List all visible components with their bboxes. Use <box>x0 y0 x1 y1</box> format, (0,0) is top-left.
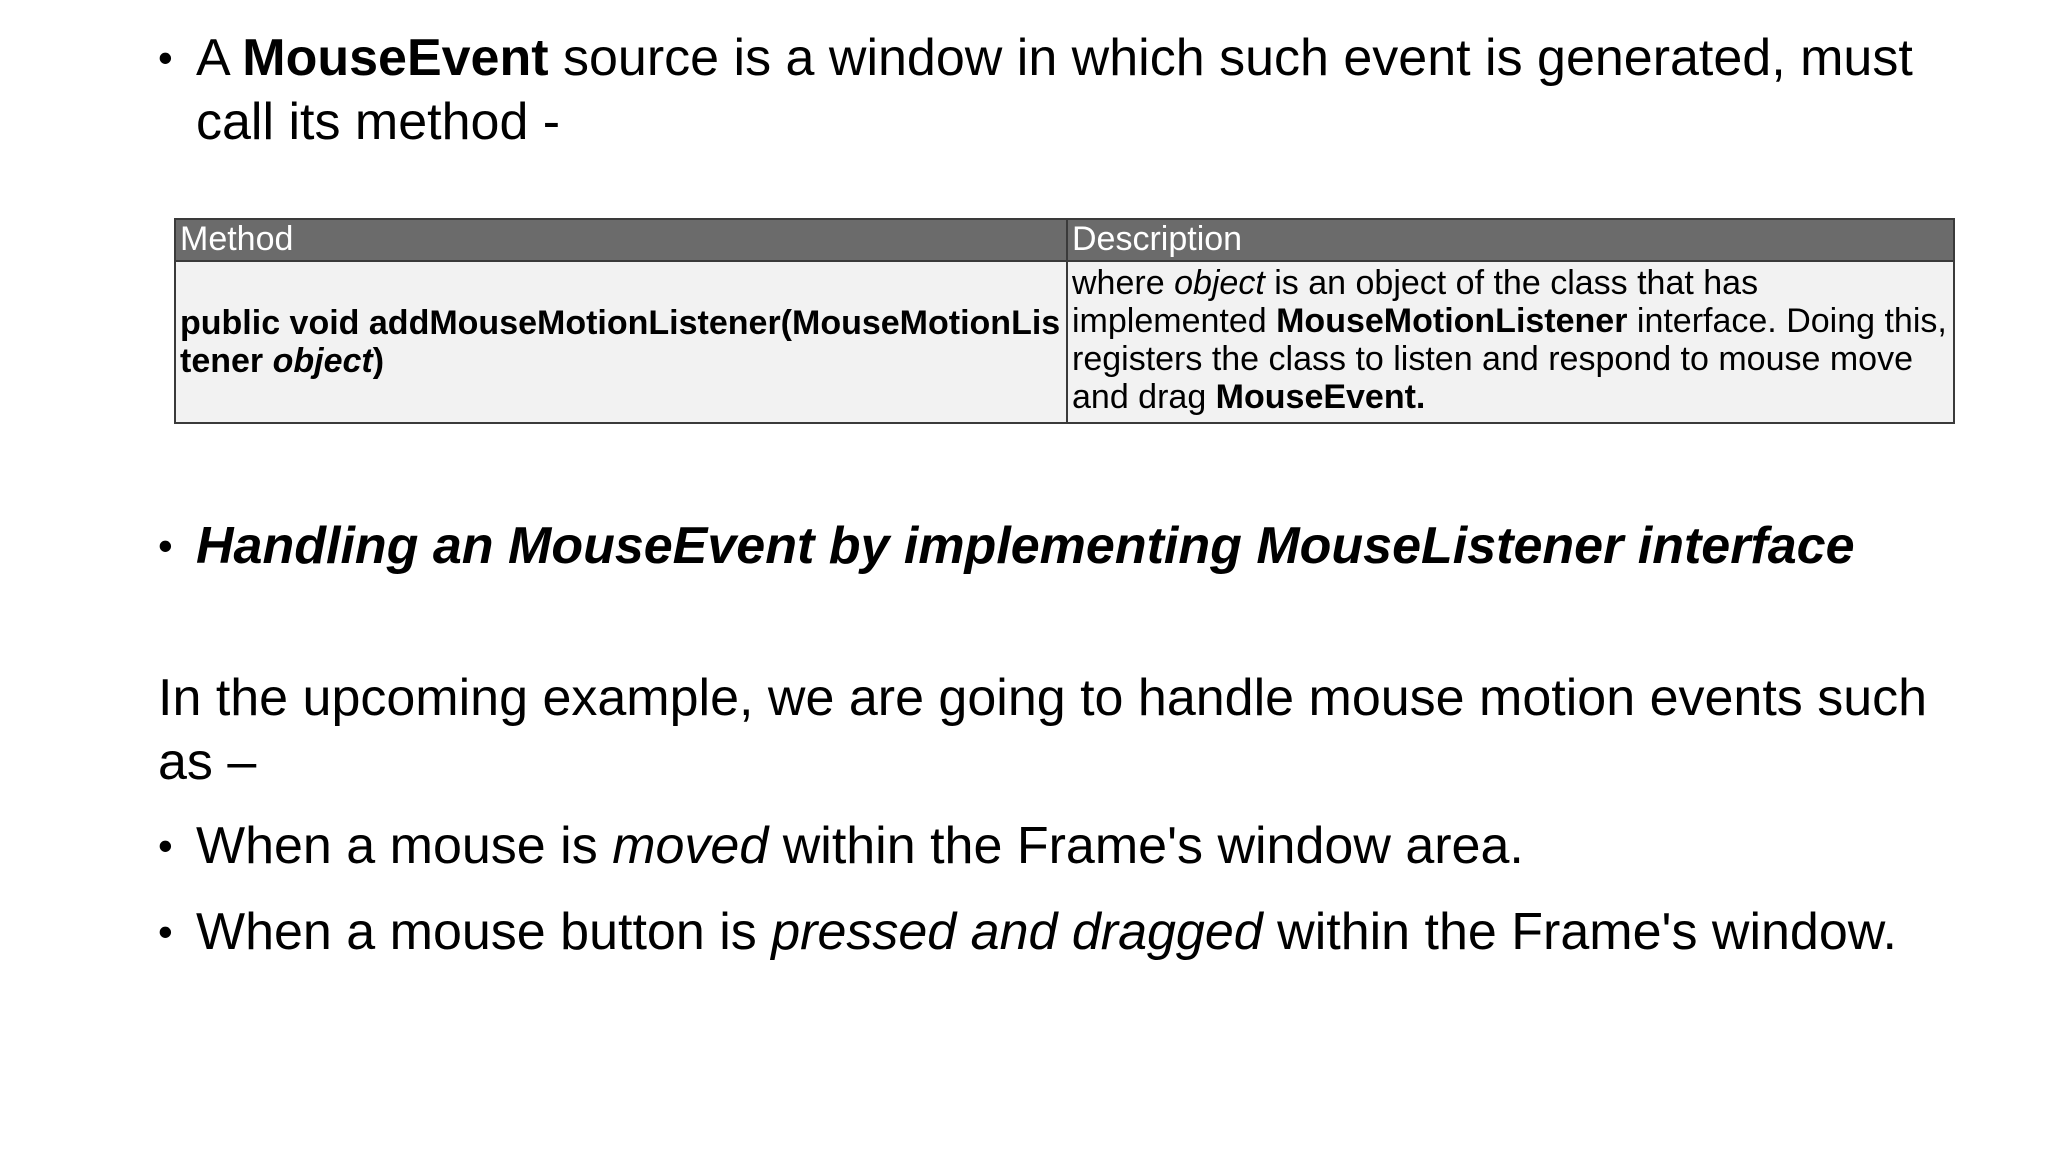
bullet-text <box>196 900 1996 964</box>
bullet4-italic: pressed and dragged <box>771 903 1263 961</box>
bullet-marker: • <box>158 34 173 81</box>
bullet4-post: within the Frame's window. <box>1262 903 1897 961</box>
description-cell <box>1067 261 1954 423</box>
method-table <box>174 218 1955 424</box>
bullet1-pre: A <box>196 29 243 87</box>
desc-p3: interface. Doing this, registers the class to listen and respond to mouse move and drag <box>1072 302 1947 416</box>
bullet3-pre: When a mouse is <box>196 817 613 875</box>
bullet-text <box>196 814 1996 878</box>
method-signature: public void addMouseMotionListener(MouseMotionListener <box>180 304 1061 380</box>
bullet3-italic: moved <box>612 817 769 875</box>
bullet3-post: within the Frame's window area. <box>768 817 1524 875</box>
bullet-text <box>196 26 1996 154</box>
desc-bold2: MouseEvent. <box>1215 378 1426 416</box>
header-method: Method <box>175 219 1067 261</box>
method-param: object <box>272 342 373 380</box>
table-header-row <box>175 219 1954 261</box>
bullet4-pre: When a mouse button is <box>196 903 772 961</box>
intro-paragraph: In the upcoming example, we are going to handle mouse motion events such as – <box>158 669 1928 791</box>
bullet-text: Handling an MouseEvent by implementing MouseListener interface <box>196 517 1855 575</box>
bullet1-post: source is a window in which such event is generated, must call its method - <box>196 29 1913 151</box>
bullet-marker: • <box>158 822 173 869</box>
method-cell <box>175 261 1067 423</box>
desc-p2: is an object of the class that has implemented <box>1072 264 1759 340</box>
desc-italic: object <box>1174 264 1265 302</box>
bullet1-bold: MouseEvent <box>242 29 549 87</box>
desc-p1: where <box>1072 264 1175 302</box>
header-description: Description <box>1067 219 1954 261</box>
bullet-marker: • <box>158 908 173 955</box>
method-close: ) <box>372 342 385 380</box>
bullet-marker: • <box>158 522 173 569</box>
desc-bold1: MouseMotionListener <box>1276 302 1628 340</box>
table-row <box>175 261 1954 423</box>
